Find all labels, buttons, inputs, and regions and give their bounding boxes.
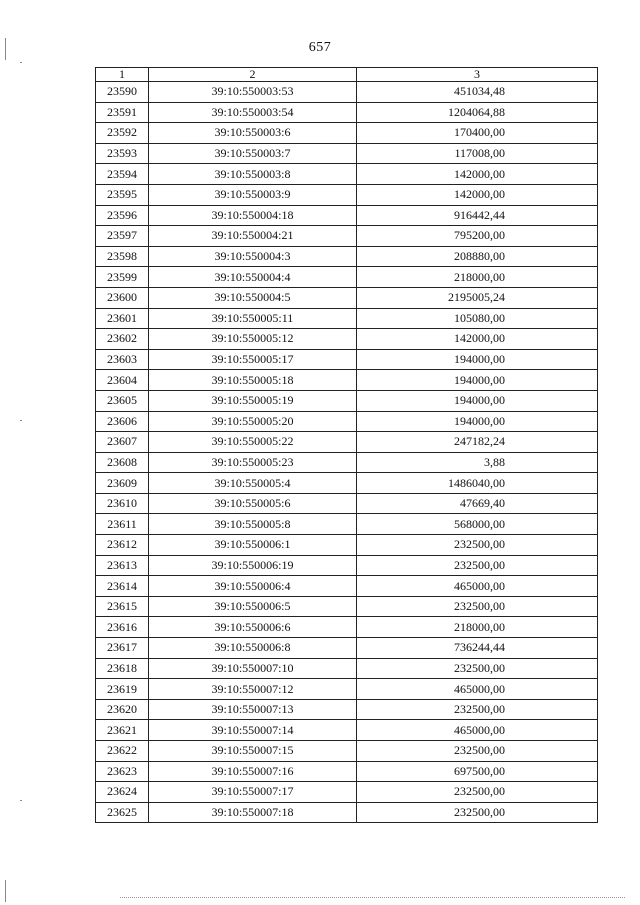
value-cell: 1204064,88: [357, 102, 598, 123]
value-cell: 218000,00: [357, 617, 598, 638]
value-cell: 194000,00: [357, 370, 598, 391]
cadastral-number-cell: 39:10:550006:5: [149, 596, 357, 617]
cadastral-number-cell: 39:10:550005:19: [149, 390, 357, 411]
row-number-cell: 23590: [96, 82, 149, 103]
value-cell: 2195005,24: [357, 287, 598, 308]
table-row: [96, 329, 598, 350]
cadastral-number-cell: 39:10:550003:8: [149, 164, 357, 185]
table-row: [96, 555, 598, 576]
value-cell: 451034,48: [357, 82, 598, 103]
row-number-cell: 23619: [96, 679, 149, 700]
scan-bottom-edge: [120, 897, 625, 899]
cadastral-number-cell: 39:10:550006:4: [149, 576, 357, 597]
row-number-cell: 23613: [96, 555, 149, 576]
table-row: [96, 370, 598, 391]
row-number-cell: 23595: [96, 184, 149, 205]
row-number-cell: 23593: [96, 143, 149, 164]
cadastral-number-cell: 39:10:550004:18: [149, 205, 357, 226]
cadastral-number-cell: 39:10:550005:23: [149, 452, 357, 473]
cadastral-number-cell: 39:10:550006:19: [149, 555, 357, 576]
value-cell: 568000,00: [357, 514, 598, 535]
table-row: [96, 638, 598, 659]
cadastral-number-cell: 39:10:550005:8: [149, 514, 357, 535]
value-cell: 1486040,00: [357, 473, 598, 494]
cadastral-number-cell: 39:10:550004:5: [149, 287, 357, 308]
table-row: [96, 473, 598, 494]
value-cell: 736244,44: [357, 638, 598, 659]
value-cell: 795200,00: [357, 226, 598, 247]
cadastral-number-cell: 39:10:550006:8: [149, 638, 357, 659]
cadastral-number-cell: 39:10:550004:4: [149, 267, 357, 288]
cadastral-number-cell: 39:10:550004:21: [149, 226, 357, 247]
table-row: [96, 390, 598, 411]
table-row: [96, 493, 598, 514]
cadastral-number-cell: 39:10:550007:16: [149, 761, 357, 782]
cadastral-number-cell: 39:10:550007:17: [149, 782, 357, 803]
table-row: [96, 308, 598, 329]
table-row: [96, 226, 598, 247]
value-cell: 3,88: [357, 452, 598, 473]
column-header: 2: [149, 68, 357, 82]
scan-margin-mark: [20, 420, 22, 421]
value-cell: 232500,00: [357, 802, 598, 823]
table-row: [96, 82, 598, 103]
value-cell: 218000,00: [357, 267, 598, 288]
cadastral-number-cell: 39:10:550007:12: [149, 679, 357, 700]
cadastral-number-cell: 39:10:550007:14: [149, 720, 357, 741]
row-number-cell: 23614: [96, 576, 149, 597]
cadastral-number-cell: 39:10:550005:6: [149, 493, 357, 514]
row-number-cell: 23612: [96, 535, 149, 556]
table-row: [96, 164, 598, 185]
table-row: [96, 761, 598, 782]
table-row: [96, 679, 598, 700]
value-cell: 142000,00: [357, 329, 598, 350]
row-number-cell: 23609: [96, 473, 149, 494]
value-cell: 232500,00: [357, 535, 598, 556]
scan-margin-mark: [5, 38, 6, 60]
value-cell: 194000,00: [357, 390, 598, 411]
value-cell: 232500,00: [357, 699, 598, 720]
table-row: [96, 246, 598, 267]
cadastral-number-cell: 39:10:550005:4: [149, 473, 357, 494]
table-row: [96, 782, 598, 803]
value-cell: 47669,40: [357, 493, 598, 514]
row-number-cell: 23620: [96, 699, 149, 720]
cadastral-number-cell: 39:10:550003:53: [149, 82, 357, 103]
table-row: [96, 349, 598, 370]
value-cell: 142000,00: [357, 164, 598, 185]
value-cell: 117008,00: [357, 143, 598, 164]
table-row: [96, 184, 598, 205]
value-cell: 232500,00: [357, 741, 598, 762]
cadastral-number-cell: 39:10:550006:1: [149, 535, 357, 556]
value-cell: 465000,00: [357, 576, 598, 597]
cadastral-number-cell: 39:10:550005:11: [149, 308, 357, 329]
row-number-cell: 23611: [96, 514, 149, 535]
row-number-cell: 23616: [96, 617, 149, 638]
value-cell: 232500,00: [357, 596, 598, 617]
cadastral-number-cell: 39:10:550003:7: [149, 143, 357, 164]
table-row: [96, 205, 598, 226]
row-number-cell: 23624: [96, 782, 149, 803]
value-cell: 916442,44: [357, 205, 598, 226]
value-cell: 170400,00: [357, 123, 598, 144]
table-row: [96, 432, 598, 453]
value-cell: 232500,00: [357, 555, 598, 576]
table-header-row: [96, 68, 598, 82]
table-row: [96, 596, 598, 617]
table-body: [96, 82, 598, 823]
table-row: [96, 267, 598, 288]
table-row: [96, 617, 598, 638]
row-number-cell: 23622: [96, 741, 149, 762]
row-number-cell: 23610: [96, 493, 149, 514]
row-number-cell: 23594: [96, 164, 149, 185]
value-cell: 232500,00: [357, 782, 598, 803]
cadastral-number-cell: 39:10:550007:10: [149, 658, 357, 679]
row-number-cell: 23621: [96, 720, 149, 741]
row-number-cell: 23598: [96, 246, 149, 267]
scan-margin-mark: [20, 62, 22, 63]
cadastral-number-cell: 39:10:550004:3: [149, 246, 357, 267]
row-number-cell: 23617: [96, 638, 149, 659]
row-number-cell: 23608: [96, 452, 149, 473]
cadastral-number-cell: 39:10:550007:13: [149, 699, 357, 720]
value-cell: 142000,00: [357, 184, 598, 205]
table-row: [96, 123, 598, 144]
table-row: [96, 452, 598, 473]
value-cell: 465000,00: [357, 720, 598, 741]
table-row: [96, 287, 598, 308]
cadastral-number-cell: 39:10:550007:18: [149, 802, 357, 823]
table-row: [96, 102, 598, 123]
row-number-cell: 23601: [96, 308, 149, 329]
row-number-cell: 23615: [96, 596, 149, 617]
row-number-cell: 23591: [96, 102, 149, 123]
value-cell: 247182,24: [357, 432, 598, 453]
value-cell: 194000,00: [357, 349, 598, 370]
cadastral-number-cell: 39:10:550005:18: [149, 370, 357, 391]
table-row: [96, 576, 598, 597]
value-cell: 208880,00: [357, 246, 598, 267]
value-cell: 697500,00: [357, 761, 598, 782]
cadastral-number-cell: 39:10:550005:12: [149, 329, 357, 350]
table-row: [96, 143, 598, 164]
column-header: 1: [96, 68, 149, 82]
cadastral-number-cell: 39:10:550003:9: [149, 184, 357, 205]
value-cell: 232500,00: [357, 658, 598, 679]
row-number-cell: 23602: [96, 329, 149, 350]
row-number-cell: 23592: [96, 123, 149, 144]
row-number-cell: 23625: [96, 802, 149, 823]
data-table: [95, 67, 598, 823]
value-cell: 465000,00: [357, 679, 598, 700]
row-number-cell: 23623: [96, 761, 149, 782]
row-number-cell: 23597: [96, 226, 149, 247]
scan-margin-mark: [20, 800, 22, 801]
row-number-cell: 23607: [96, 432, 149, 453]
row-number-cell: 23596: [96, 205, 149, 226]
cadastral-number-cell: 39:10:550005:22: [149, 432, 357, 453]
row-number-cell: 23618: [96, 658, 149, 679]
cadastral-number-cell: 39:10:550005:20: [149, 411, 357, 432]
cadastral-number-cell: 39:10:550005:17: [149, 349, 357, 370]
row-number-cell: 23605: [96, 390, 149, 411]
cadastral-number-cell: 39:10:550006:6: [149, 617, 357, 638]
cadastral-number-cell: 39:10:550003:54: [149, 102, 357, 123]
table-row: [96, 741, 598, 762]
table-row: [96, 658, 598, 679]
table-row: [96, 411, 598, 432]
table-row: [96, 699, 598, 720]
row-number-cell: 23599: [96, 267, 149, 288]
row-number-cell: 23603: [96, 349, 149, 370]
value-cell: 105080,00: [357, 308, 598, 329]
table-row: [96, 514, 598, 535]
scan-margin-mark: [5, 880, 6, 902]
column-header: 3: [357, 68, 598, 82]
cadastral-number-cell: 39:10:550007:15: [149, 741, 357, 762]
row-number-cell: 23604: [96, 370, 149, 391]
table-row: [96, 802, 598, 823]
value-cell: 194000,00: [357, 411, 598, 432]
page-number: 657: [308, 40, 332, 55]
table-row: [96, 535, 598, 556]
table-row: [96, 720, 598, 741]
row-number-cell: 23600: [96, 287, 149, 308]
row-number-cell: 23606: [96, 411, 149, 432]
cadastral-number-cell: 39:10:550003:6: [149, 123, 357, 144]
